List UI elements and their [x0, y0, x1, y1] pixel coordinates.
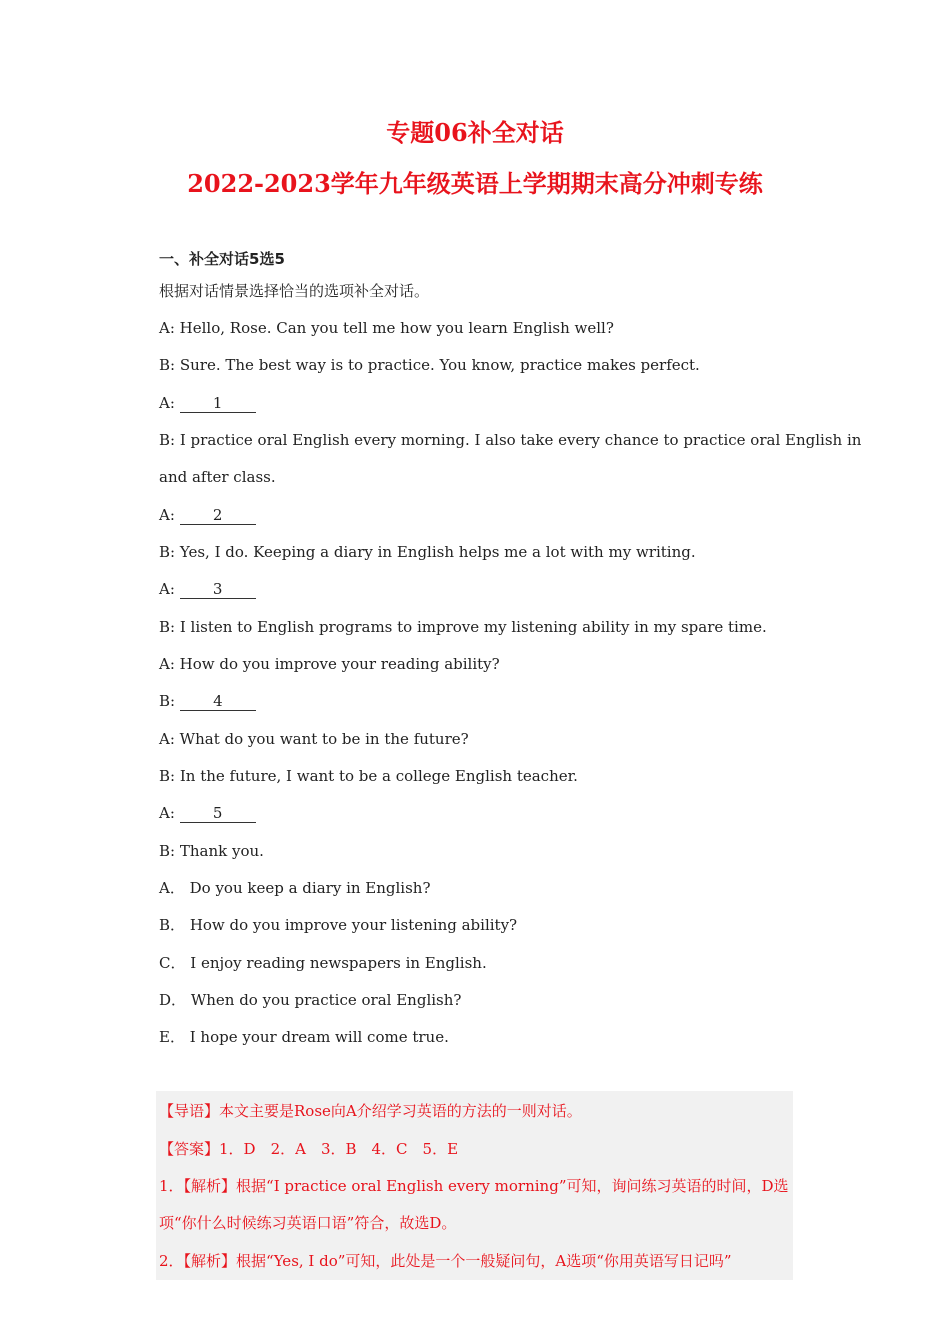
- dialogue-line: and after class.: [159, 468, 276, 486]
- blank-4: 4: [180, 693, 256, 711]
- section-heading: 一、补全对话5选5: [159, 250, 285, 268]
- dialogue-line: B: Sure. The best way is to practice. You know, practice makes perfect.: [159, 356, 700, 374]
- dialogue-line: B: In the future, I want to be a college English teacher.: [159, 767, 578, 785]
- page-subtitle: 2022-2023学年九年级英语上学期期末高分冲刺专练: [187, 169, 763, 198]
- blank-2: 2: [180, 507, 256, 525]
- dialogue-line: A: Hello, Rose. Can you tell me how you learn English well?: [159, 319, 614, 337]
- dialogue-blank-line: B: 4: [159, 691, 256, 711]
- blank-1: 1: [180, 395, 256, 413]
- dialogue-line: B: Thank you.: [159, 842, 264, 860]
- option-e: E． I hope your dream will come true.: [159, 1028, 449, 1046]
- answer-analysis-1: 1．【解析】根据“I practice oral English every morning”可知，询问练习英语的时间，D选: [159, 1177, 789, 1195]
- dialogue-line: B: I listen to English programs to improve my listening ability in my spare time.: [159, 618, 767, 636]
- page-title: 专题06补全对话: [386, 118, 564, 147]
- option-c: C． I enjoy reading newspapers in English.: [159, 954, 487, 972]
- answer-guide: 【导语】本文主要是Rose向A介绍学习英语的方法的一则对话。: [159, 1102, 582, 1120]
- option-b: B． How do you improve your listening ability?: [159, 916, 518, 934]
- dialogue-line: A: How do you improve your reading ability?: [159, 655, 500, 673]
- answer-analysis-2: 2．【解析】根据“Yes, I do”可知，此处是一个一般疑问句，A选项“你用英语写日记吗”: [159, 1252, 732, 1270]
- blank-3: 3: [180, 581, 256, 599]
- blank-5: 5: [180, 805, 256, 823]
- dialogue-blank-line: A: 5: [159, 803, 256, 823]
- dialogue-blank-line: A: 3: [159, 579, 256, 599]
- dialogue-blank-line: A: 2: [159, 505, 256, 525]
- dialogue-line: A: What do you want to be in the future?: [159, 730, 469, 748]
- answer-key: 【答案】1．D 2．A 3．B 4．C 5．E: [159, 1140, 459, 1158]
- option-a: A． Do you keep a diary in English?: [159, 879, 431, 897]
- dialogue-line: B: Yes, I do. Keeping a diary in English helps me a lot with my writing.: [159, 543, 696, 561]
- answer-analysis-1-cont: 项“你什么时候练习英语口语”符合，故选D。: [159, 1214, 457, 1232]
- dialogue-blank-line: A: 1: [159, 393, 256, 413]
- dialogue-line: B: I practice oral English every morning. I also take every chance to practice oral English in: [159, 431, 862, 449]
- section-instruction: 根据对话情景选择恰当的选项补全对话。: [159, 282, 430, 300]
- option-d: D． When do you practice oral English?: [159, 991, 462, 1009]
